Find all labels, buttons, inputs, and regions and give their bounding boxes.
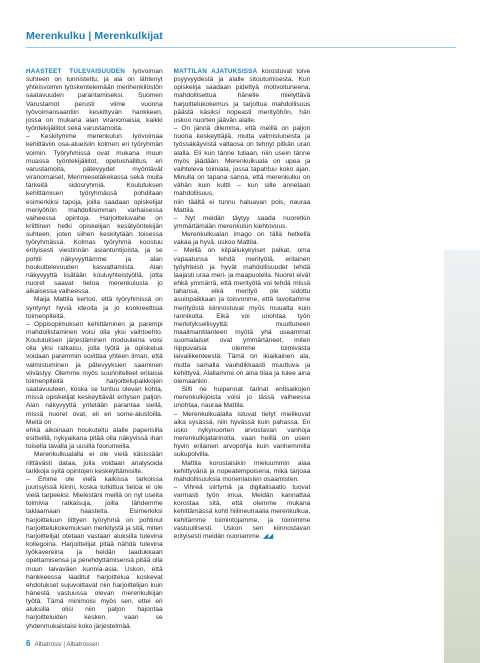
article-paragraph: Silti ne huipennat tarinat entisaikojen merenkulkijoista voisi jo tässä vaiheessa unohtaa, nauraa Mattila.: [173, 386, 311, 410]
article-paragraph: Merenkulkualalla ei ole vielä käsissään riittävästi dataa, jolla voidaan analysoida tarkkoja syitä opintojen keskeyttämisille.: [26, 451, 163, 475]
page-number: 6: [26, 639, 31, 648]
article-paragraph: – Meillä on kilpailukykyiset palkat, oma vapaatunsa tehdä merityötä, erilainen työyhteisö ja hyvät mahdollisuudet tehdä laajasti uraa meri- ja maapuolella. Nuoret eivät ehkä ymmärrä, että merityötä voi tehdä missä tahansa, eikä merityö ole sidottu asuinpaikkaan ja toisvonme, että tavoitamme merityöstä kiinnostuvat myös muualta kuin rannikolta. Eikä voi unohtaa työn merkityksellisyyttä: muuttuneen maailmantilanteen myötä yhä useammat suomalaiset ovat ymmärtäneet, miten riippuvaisia olemme toimivasta laivaliikenteestä. Tämä on ikiaikainen ala, mutta samalla vauhdikkaasti muuttuva ja kehittyvä. Alallamme on aina tilaa ja tulee aina olemaankin.: [173, 247, 311, 385]
article-paragraph: – On jännä dilemma, että meillä on paljon nuoria keskeyttäjiä, mutta valmistuneista ja työssäkäyvistä valtaosa on tehnyt pitkän uran alalla. Eli kun tänne tullaan, niin usein tänne myös jäädään. Merenkulkuala on upea ja vaihteleva toimiala, jossa tapahtuu koko ajan. Minulla on tapana sanoa, että merenkulku on vähän kuin kultti – kun sille annetaan mahdollisuus,: [173, 125, 311, 198]
article-paragraph: Maija Mattila kertoo, että työryhmissä on syntynyt hyviä ideoita ja jo konkreettisia toimenpiteitä.: [26, 296, 163, 320]
article-paragraph: – Emme ole vielä kaikissa tarkoissa juurisyissä kiinni, koska tutkittua tietoa ei ole vielä tarpeeksi. Mielestäni meillä on nyt useita toimivia ratkaisuja, joilla lähdemme taklaamaan haasteita. Esimerkiksi harjoitteluun liittyen työryhmä on pohtinut harjoittelukokemuksen merkitystä ja sitä, miten harjoittelijat otetaan vastaan aluksilla tulevina kollegoina. Harjoittelijat pitää nähdä tulevina työkavereina ja heidän laadukkaan opettamisensa ja perehdyttämisensä pitää olla muun laivaväen kunnia-asia. Uskon, että hankkeessa laaditut harjoittelua koskevat ehdotukset sujuvoittavat niin harjoittelijan kuin hänestä vastuussa olevan merenkulkijan työtä. Tämä minimoisi myös sen, ettei eri aluksilla olisi niin paljon hajontaa harjoitteluiden kesken, vaan se yhdenmukaistaisi koko järjestelmää.: [26, 475, 163, 630]
article-paragraph: niin täältä ei tunnu haluavan pois, nauraa Mattila.: [173, 198, 311, 214]
article-paragraph: Merenkulkualan imago on tällä hetkellä vakaa ja hyvä, uskoo Mattila.: [173, 231, 311, 247]
article-paragraph: – Keskitymme merenkulun työvoimaa kehittäviin osa-alueisiin kolmen eri työryhmän voimin. Työryhmissä ovat mukana muun muassa työntekijäliitot, opetushallitus, eri varustamoita, pätevyydet myöntävät viranomaiset, Merimieseläkekassa sekä muita tärkeitä sidosryhmiä. Koulutuksen kehittämisen työryhmässä pohditaan esimerkiksi tapoja, joilla saadaan opiskelijat meriyöhön mahdollisimman varhaisessa vaiheessa opintoja. Harjoitteluvaihe on kriittinen hetki opiskelijan kesätyöntekijän suhteen, joten siihen keskitytään toisessa työryhmässä. Kolmas työryhmä koostuu erityisesti viestinnän asiantuntijoista, ja se pohtii näkyvyyttämme ja alan houkuttelevuuden kasvattamista. Alan näkyvyyttä lisätään kouluyhteistyöllä, jotta nuoret saavat tietoa merenkulusta jo aikaisessa vaiheessa.: [26, 133, 163, 296]
article-paragraph: ehkä aikoinaan houkuteltu alalle paperisilla esitteillä, nykyaikana pitää olla näkyvissä ihan toisella tavalla ja uusilla foorumeilla.: [26, 426, 163, 451]
end-mark-icon: ◢◢: [263, 532, 274, 540]
article-paragraph: Mattila korostaisikin mieluummin alaa kehittyvänä ja nopeatempoisena, mikä tarjoaa mahdollisuuksia monenlaisten osaamisten.: [173, 459, 311, 483]
lead-in: HAASTEET TULEVAISUUDEN: [26, 68, 125, 75]
page-header: [0, 0, 480, 52]
publication-name: Albatrossi | Albatrossen: [34, 641, 99, 648]
article-body: [26, 68, 458, 633]
article-paragraph: – Merenkulkualalla istuvat tietyt mielikuvat aika sysässä, niin hyvässä kuin pahassa. En usko nykynuorten arvostavan vanhoja merenkulkijatarinoita, vaan heillä on usein hyvin erilainen arvopohja kuin vanhemmilla sukupolvilla.: [173, 410, 311, 459]
section-title: Merenkulku | Merenkulkijat: [26, 30, 163, 42]
article-paragraph: – Nyt meidän täytyy saada nuoretkin ymmärtämään merenkulun kiehtovuus.: [173, 214, 311, 230]
article-paragraph: – Oppisopimuksen kehittäminen ja parempi mahdollistaminen voisi olla yksi vaihtoehto. Koulutuksen järjestäminen moduuleina voisi olla yksi ratkaisu, jolla työtä ja opiskelua voidaan paremmin sovittaa yhteen ilman, että valmistuminen ja pätevyyksien saaminen viivästyy. Olemme myös suunnitelleet erilaisia toimenpiteitä harjoittelupaikkojen saatavuuteen, koska se tuntuu olevan kohta, missä opiskelijat keskeyttävät eritysen paljon. Alan näkyvyyttä yritetään parantaa siellä, missä nuoret ovat, eli eri some-alustoilla. Meitä on: [26, 320, 163, 426]
header-divider: [26, 47, 456, 48]
article-paragraph: MATTILAN AJATUKSISSA korostuvat toive psyyvyydestä ja alalle sitoutumisesta. Kun opiskelija saadaan pidettyä motivoituneena, mahdollisettua hänelle mielyttävä harjoittelukokemus ja tarjottua mahdollisuus päästä käsiksi nopeasti merityöhön, hän uskoo nuorten jäävän alalle.: [173, 68, 311, 124]
article-paragraph: – Vihreä siirtymä ja digitalisaatio tuovat varmasti työn imua. Meidän kannattaa korostaa sitä, että olemme mukana kehittämässä kohti hiilineutraalia merenkulkua, kehitämme toimintojamme, ja toimimme vastuullisesti. Uskon sen kiinnostavan erityisesti meidän nuoriamme. ◢◢: [173, 483, 311, 540]
lead-in: MATTILAN AJATUKSISSA: [173, 68, 258, 75]
page-footer: [26, 639, 99, 648]
article-paragraph: HAASTEET TULEVAISUUDEN työvoiman suhteen on tunnistettu, ja ala on lähtenyt yhteisvoimin työskentelemään merihenkilöstön saatavuuden parantamiseksi. Suomen Varustamot perusti viime vuonna työvoimansaantiin keskittyvän hankkeen, jossa on mukana alan viranomaisia, kaikki työntekijäliitot sekä varustamoita.: [26, 68, 163, 133]
